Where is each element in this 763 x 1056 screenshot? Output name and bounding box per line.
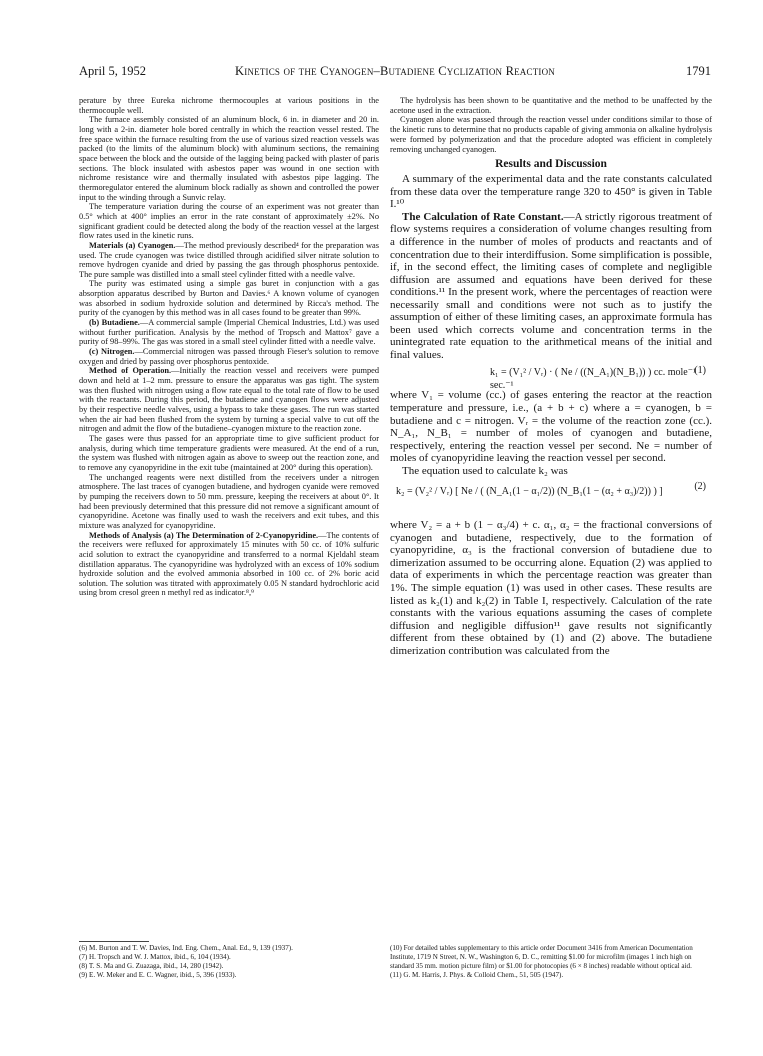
paragraph: where V₁ = volume (cc.) of gases entering the reactor at the reaction temperature and pressure, i.e., (a + b + c) where a = cyanogen, b = butadiene and c = nitrogen. Vᵣ = the volume of the reaction zone (cc.). N_A₁, N_B₁ = number of moles of cyanogen and butadiene, respectively, entering the reaction vessel per second. Ne = number of moles of cyanopyridine leaving the reaction vessel per second. xyxy=(390,389,712,465)
equation-expression: k₁ = (V₁² / Vᵣ) · ( Ne / ((N_A₁)(N_B₁)) ) cc. mole⁻¹ sec.⁻¹ xyxy=(490,367,696,392)
paragraph-heading: Methods of Analysis (a) The Determination of 2-Cyanopyridine. xyxy=(89,530,319,540)
right-column xyxy=(390,96,712,657)
page-number: 1791 xyxy=(686,64,711,78)
header-title: Kinetics of the Cyanogen–Butadiene Cyclization Reaction xyxy=(235,64,555,78)
paragraph-body: —The contents of the receivers were refluxed for approximately 15 minutes with 50 cc. of 10% sulfuric acid solution to extract the cyanopyridine and transferred to a normal Kjeldahl steam distillation apparatus. The cyanopyridine was hydrolyzed with an excess of 10% sodium hydroxide solution and the evolved ammonia absorbed in 100 cc. of 2% boric acid solution. The solution was titrated with approximately 0.05 N standard hydrochloric acid using brom cresol green n methyl red as indicator.⁸,⁹ xyxy=(79,530,379,598)
paragraph xyxy=(79,366,379,434)
footnotes-left xyxy=(79,941,379,980)
paragraph: The gases were thus passed for an appropriate time to give sufficient product for analysis, during which time temperature gradients were measured. At the end of a run, the system was flushed with nitrogen again as above to sweep out the reaction zone, and to remove any cyanopyridine in the exit tube (maintained at 200° during this operation). xyxy=(79,433,379,472)
footnotes-right xyxy=(390,941,712,980)
footnote: (7) H. Tropsch and W. J. Mattox, ibid., 6, 104 (1934). xyxy=(79,953,231,962)
paragraph xyxy=(79,318,379,347)
paragraph: The furnace assembly consisted of an aluminum block, 6 in. in diameter and 20 in. long with a 2-in. diameter hole bored centrally in which the reaction vessel rested. The free space within the furnace resulting from the use of various sized reaction vessels was packed (to the limits of the aluminum block) with aluminum sections, the remaining space between the block and the outside of the lagging being packed with plaster of paris sections. The block insulated with asbestos paper was wound in one section with nichrome resistance wire and thermally insulated with asbestos pipe lagging. The thermoregulator entered the aluminum block radially as shown and controlled the power input to the winding through a Sunvic relay. xyxy=(79,115,379,202)
paragraph-heading: (c) Nitrogen. xyxy=(89,347,135,357)
footnote: (6) M. Burton and T. W. Davies, Ind. Eng. Chem., Anal. Ed., 9, 139 (1937). xyxy=(79,944,293,952)
paragraph xyxy=(79,531,379,599)
paragraph: where V₂ = a + b (1 − α₃/4) + c. α₁, α₂ = the fractional conversions of cyanogen and butadiene, respectively, due to the formation of cyanopyridine, α₃ is the fractional conversion of butadiene due to dimerization assumed to be occurring alone. Equation (2) was applied to data of experiments in which the percentage reaction was greater than 1%. The simple equation (1) was used in other cases. These results are listed as k₂(1) and k₂(2) in Table I, respectively. Calculation of the rate constants with the various equations assuming the cases of complete diffusion and negligible diffusion¹¹ gave results not significantly different from these obtained by (1) and (2) above. The butadiene dimerization contribution was calculated from the xyxy=(390,519,712,657)
paragraph xyxy=(79,241,379,280)
footnote: (11) G. M. Harris, J. Phys. & Colloid Chem., 51, 505 (1947). xyxy=(390,971,564,980)
equation-2 xyxy=(390,480,712,516)
left-column xyxy=(79,96,379,598)
paragraph-heading: Method of Operation. xyxy=(89,366,172,376)
paragraph-body: —A strictly rigorous treatment of flow systems requires a consideration of volume changes resulting from a difference in the number of moles of products and reactants and of concentration due to their interdiffusion. Some simplification is possible, if, in the second effect, the limiting cases of complete and negligible diffusion are assumed and equations have been derived for these conditions.¹¹ In the present work, where the percentages of reaction were necessarily small and conditions were not such as to justify the assumption of either of these limiting cases, an approximate formula has been used which corrects volume and concentration terms in the unintegrated rate equation to the arithmetical means of the initial and final values. xyxy=(390,210,713,361)
paragraph-body: —A commercial sample (Imperial Chemical Industries, Ltd.) was used without further purification. Analysis by the method of Tropsch and Mattox⁷ gave a purity of 98–99%. The gas was stored in a small steel cylinder fitted with a needle valve. xyxy=(79,318,380,347)
paragraph xyxy=(390,211,712,362)
footnote: (9) E. W. Meker and E. C. Wagner, ibid., 5, 396 (1933). xyxy=(79,971,237,980)
footnote: (8) T. S. Ma and G. Zuazaga, ibid., 14, 280 (1942). xyxy=(79,962,224,971)
paragraph-body: —The method previously described⁴ for the preparation was used. The crude cyanogen was twice distilled through acidified silver nitrate solution to remove hydrogen cyanide and dried by passing the gas through phosphorus pentoxide. The pure sample was distilled into a small steel cylinder fitted with a needle valve. xyxy=(79,240,379,279)
footnote-rule xyxy=(79,941,149,942)
running-header xyxy=(79,64,711,80)
paragraph: perature by three Eureka nichrome thermocouples at various positions in the thermocouple well. xyxy=(79,96,379,115)
paragraph: The purity was estimated using a simple gas buret in conjunction with a gas absorption apparatus described by Burton and Davies.⁶ A known volume of cyanogen was absorbed in sodium hydroxide solution and determined by Ricca's method. The purity of the cyanogen by this method was in all cases found to be greater than 99%. xyxy=(79,279,379,318)
paragraph: Cyanogen alone was passed through the reaction vessel under conditions similar to those of the kinetic runs to determine that no products capable of giving ammonia on alkaline hydrolysis were formed by polymerization and that the procedure adopted was efficient in completely removing unchanged cyanogen. xyxy=(390,115,712,154)
paragraph: A summary of the experimental data and the rate constants calculated from these data over the temperature range 320 to 450° is given in Table I.¹⁰ xyxy=(390,173,712,211)
paragraph-body: —Initially the reaction vessel and receivers were pumped down and held at 1–2 mm. pressure to ensure the apparatus was gas tight. The system was then flushed with nitrogen using a flow rate equal to the total rate of flow to be used with the reactants. During this period, the butadiene and cyanogen flows were adjusted by their respective needle valves, using a bypass to take these gases. The run was started when the air had been flushed from the system by turning a special valve to cut off the nitrogen and admit the flow of the butadiene–cyanogen mixture to the reaction zone. xyxy=(79,366,380,434)
paragraph: The temperature variation during the course of an experiment was not greater than 0.5° which at 400° implies an error in the rate constant of approximately ±2%. No significant gradient could be detected along the body of the reaction vessel at the largest flow rates used in the kinetic runs. xyxy=(79,202,379,241)
header-date: April 5, 1952 xyxy=(79,64,147,78)
equation-expression: k₂ = (V₂² / Vᵣ) [ Ne / ( (N_A₁(1 − α₁/2)) (N_B₁(1 − (α₂ + α₃)/2)) ) ] xyxy=(396,486,663,498)
equation-1 xyxy=(390,364,712,392)
paragraph-heading: Materials (a) Cyanogen. xyxy=(89,240,176,250)
paragraph: The hydrolysis has been shown to be quantitative and the method to be unaffected by the acetone used in the extraction. xyxy=(390,96,712,115)
equation-number: (1) xyxy=(694,365,706,377)
paragraph xyxy=(79,347,379,366)
paragraph-heading: The Calculation of Rate Constant. xyxy=(402,210,564,223)
footnote: (10) For detailed tables supplementary to this article order Document 3416 from American Documentation Institute, 1719 N Street, N. W., Washington 6, D. C., remitting $1.00 for microfilm (images 1 inch high on standard 35 mm. motion picture film) or $1.00 for photocopies (6 × 8 inches) readable without optical aid. xyxy=(390,944,693,971)
equation-number: (2) xyxy=(694,481,706,493)
paragraph: The unchanged reagents were next distilled from the receivers under a nitrogen atmosphere. The last traces of cyanogen butadiene, and hydrogen cyanide were removed by pumping the receivers down to 50 mm. pressure, keeping the receivers at about 0°. It had been previously determined that this pressure did not remove a significant amount of cyanopyridine. Acetone was finally used to wash the receivers and exit tubes, and this mixture was analyzed for cyanopyridine. xyxy=(79,472,379,530)
paragraph-body: —Commercial nitrogen was passed through Fieser's solution to remove oxygen and dried by passing over phosphorus pentoxide. xyxy=(79,347,380,366)
paragraph: The equation used to calculate k₂ was xyxy=(402,464,568,477)
paragraph-heading: (b) Butadiene. xyxy=(89,318,140,328)
section-heading: Results and Discussion xyxy=(495,158,607,171)
